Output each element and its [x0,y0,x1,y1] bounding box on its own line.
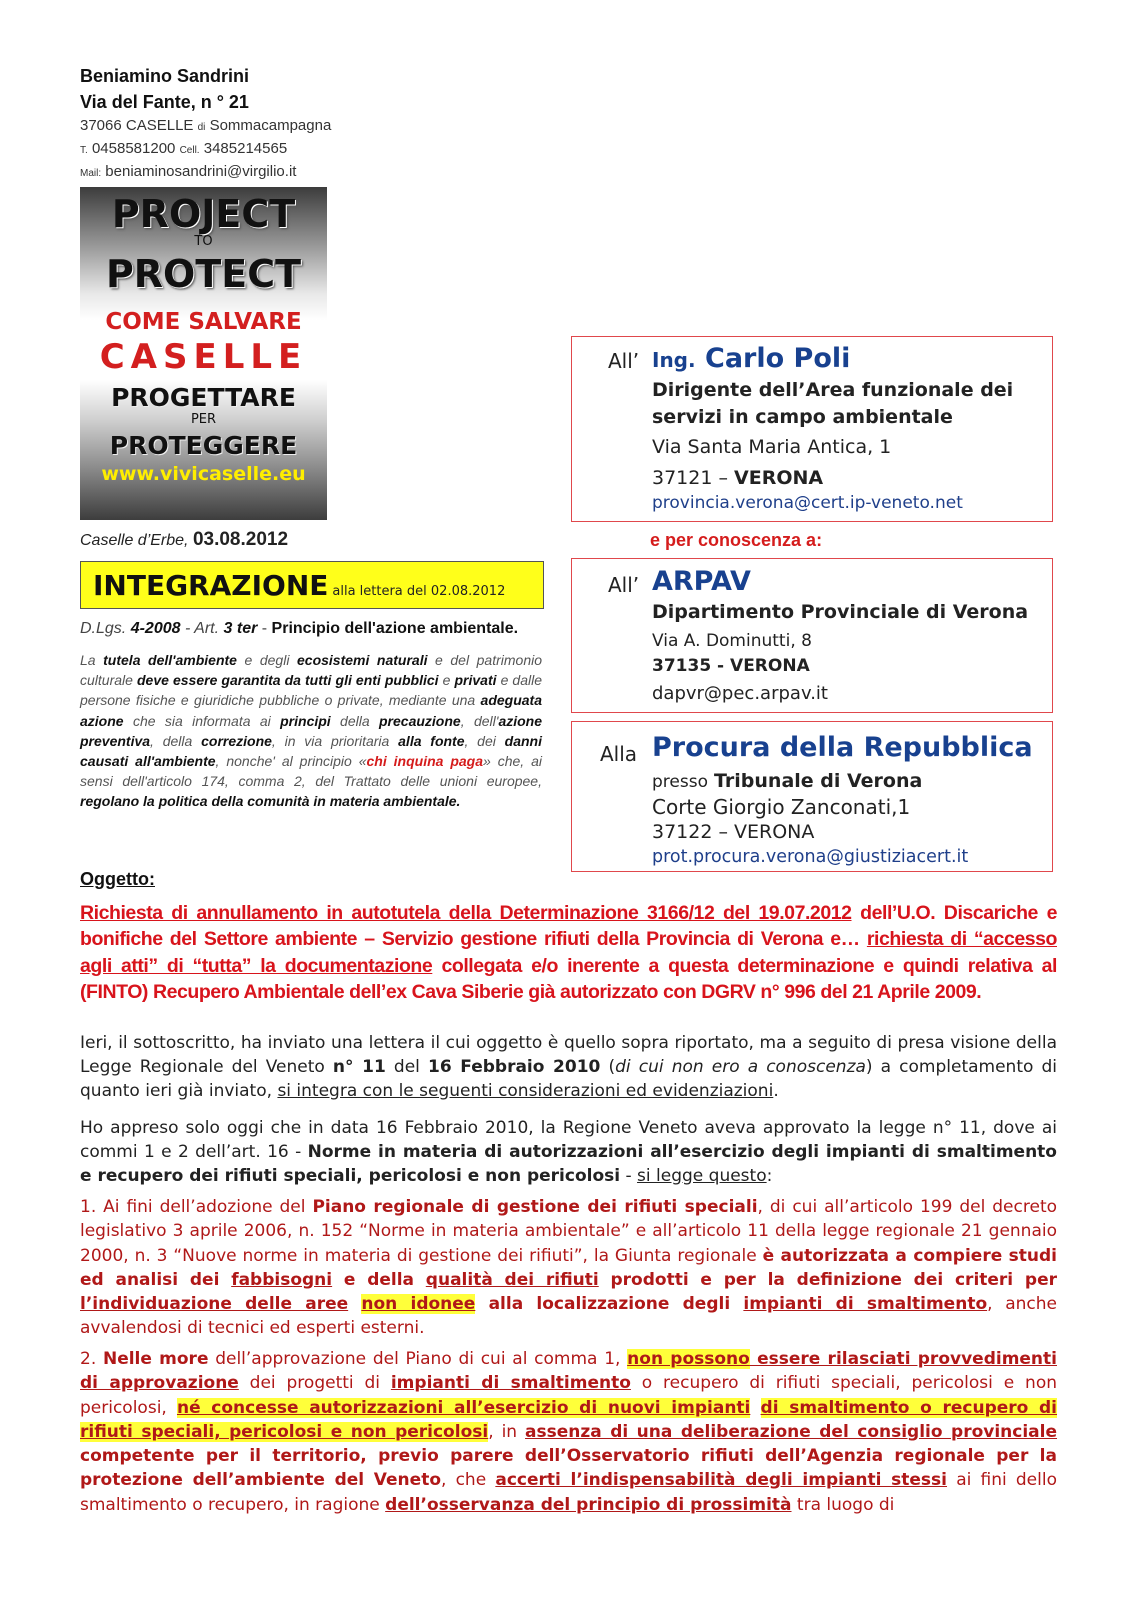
recipient2-street: Via A. Dominutti, 8 [652,631,812,651]
recipient1-role1: Dirigente dell’Area funzionale dei [652,379,1014,401]
logo-line-to: TO [194,234,213,249]
integrazione-subtitle: alla lettera del 02.08.2012 [332,584,506,599]
dlgs-reference: D.Lgs. 4-2008 - Art. 3 ter - Principio dell'azione ambientale. [80,620,519,637]
recipient3-street: Corte Giorgio Zanconati,1 [652,795,911,819]
logo-line-caselle: CASELLE [99,337,308,377]
recipient2-dept: Dipartimento Provinciale di Verona [652,601,1029,623]
recipient2-prefix: All’ [608,573,640,597]
sender-mail: Mail: beniaminosandrini@virgilio.it [80,163,297,180]
recipient-box-provincia [571,336,1053,522]
integrazione-title: INTEGRAZIONE [93,569,329,602]
principle-quote: La tutela dell'ambiente e degli ecosistemi naturali e del patrimonio culturale deve essere garantita da tutti gli enti pubblici e privati e dalle persone fisiche e giuridiche pubbliche o private, mediante una adeguata azione che sia informata ai principi della precauzione, dell'azione preventiva, della correzione, in via prioritaria alla fonte, dei danni causati all'ambiente, nonche' al principio «chi inquina paga» che, ai sensi dell'articolo 174, comma 2, del Trattato delle unioni europee, regolano la politica della comunità in materia ambientale. [80,652,543,810]
recipient1-prefix: All’ [608,349,640,373]
body-paragraph-2: Ho appreso solo oggi che in data 16 Febbraio 2010, la Regione Veneto aveva approvato la legge n° 11, dove ai commi 1 e 2 dell’art. 16 - Norme in materia di autorizzazioni all’esercizio degli impianti di smaltimento e recupero dei rifiuti speciali, pericolosi e non pericolosi - si legge questo: [80,1118,1057,1186]
integrazione-banner [80,561,544,609]
recipient3-name: Procura della Repubblica [652,732,1033,763]
body-paragraph-1: Ieri, il sottoscritto, ha inviato una lettera il cui oggetto è quello sopra riportato, ma a seguito di presa visione della Legge Regionale del Veneto n° 11 del 16 Febbraio 2010 (di cui non ero a conoscenza) a completamento di quanto ieri già inviato, si integra con le seguenti considerazioni ed evidenziazioni. [80,1033,1058,1101]
logo-line-protect: PROTECT [105,252,302,296]
recipient-box-procura [571,721,1053,872]
recipient3-city: 37122 – VERONA [652,821,815,843]
recipient-box-arpav [571,558,1053,713]
project-to-protect-logo [80,187,327,520]
recipient2-name: ARPAV [652,566,751,597]
sender-name: Beniamino Sandrini [80,66,250,86]
sender-city: 37066 CASELLE di Sommacampagna [80,117,332,134]
sender-phone: T. 0458581200 Cell. 3485214565 [80,140,288,157]
recipient2-city: 37135 - VERONA [652,656,810,676]
sender-street: Via del Fante, n ° 21 [80,92,249,112]
recipient1-street: Via Santa Maria Antica, 1 [652,436,892,458]
recipient1-email[interactable]: provincia.verona@cert.ip-veneto.net [652,493,963,513]
sender-block [80,63,331,184]
oggetto-label: Oggetto: [80,869,155,889]
sender-mail-link[interactable]: beniaminosandrini@virgilio.it [105,163,297,180]
logo-line-project: PROJECT [111,192,296,236]
recipient3-court: presso Tribunale di Verona [652,770,923,792]
law-point-2: 2. Nelle more dell’approvazione del Piano di cui al comma 1, non possono essere rilasciati provvedimenti di approvazione dei progetti di impianti di smaltimento o recupero di rifiuti speciali, pericolosi e non pericolosi, né concesse autorizzazioni all’esercizio di nuovi impianti di smaltimento o recupero di rifiuti speciali, pericolosi e non pericolosi, in assenza di una deliberazione del consiglio provinciale competente per il territorio, previo parere dell’Osservatorio rifiuti dell’Agenzia regionale per la protezione dell’ambiente del Veneto, che accerti l’indispensabilità degli impianti stessi ai fini dello smaltimento o recupero, in ragione dell’osservanza del principio di prossimità tra luogo di [80,1349,1058,1515]
logo-line-come-salvare: COME SALVARE [105,309,302,335]
date-line: Caselle d’Erbe, 03.08.2012 [80,529,289,550]
recipient1-role2: servizi in campo ambientale [652,406,953,428]
recipient2-email[interactable]: dapvr@pec.arpav.it [652,683,828,704]
logo-line-proteggere: PROTEGGERE [109,431,298,460]
cc-label: e per conoscenza a: [650,530,823,550]
law-point-1: 1. Ai fini dell’adozione del Piano regionale di gestione dei rifiuti speciali, di cui all’articolo 199 del decreto legislativo 3 aprile 2006, n. 152 “Norme in materia ambientale” e all’articolo 11 della legge regionale 21 gennaio 2000, n. 3 “Nuove norme in materia di gestione dei rifiuti”, la Giunta regionale è autorizzata a compiere studi ed analisi dei fabbisogni e della qualità dei rifiuti prodotti e per la definizione dei criteri per l’individuazione delle aree non idonee alla localizzazione degli impianti di smaltimento, anche avvalendosi di tecnici ed esperti esterni. [80,1197,1058,1339]
logo-url[interactable]: www.vivicaselle.eu [101,463,306,485]
recipient1-name: Ing. Carlo Poli [652,343,851,374]
logo-line-per: PER [190,412,217,427]
subject-text: Richiesta di annullamento in autotutela della Determinazione 3166/12 del 19.07.2012 dell’U.O. Discariche e bonifiche del Settore ambiente – Servizio gestione rifiuti della Provincia di Verona e… richiesta di “accesso agli atti” di “tutta” la documentazione collegata e/o inerente a questa determinazione e quindi relativa al (FINTO) Recupero Ambientale dell’ex Cava Siberie già autorizzato con DGRV n° 996 del 21 Aprile 2009. [80,902,1058,1003]
recipient1-city: 37121 – VERONA [652,467,824,489]
recipient3-email[interactable]: prot.procura.verona@giustiziacert.it [652,847,969,867]
logo-line-progettare: PROGETTARE [111,383,296,412]
recipient3-prefix: Alla [600,742,638,766]
